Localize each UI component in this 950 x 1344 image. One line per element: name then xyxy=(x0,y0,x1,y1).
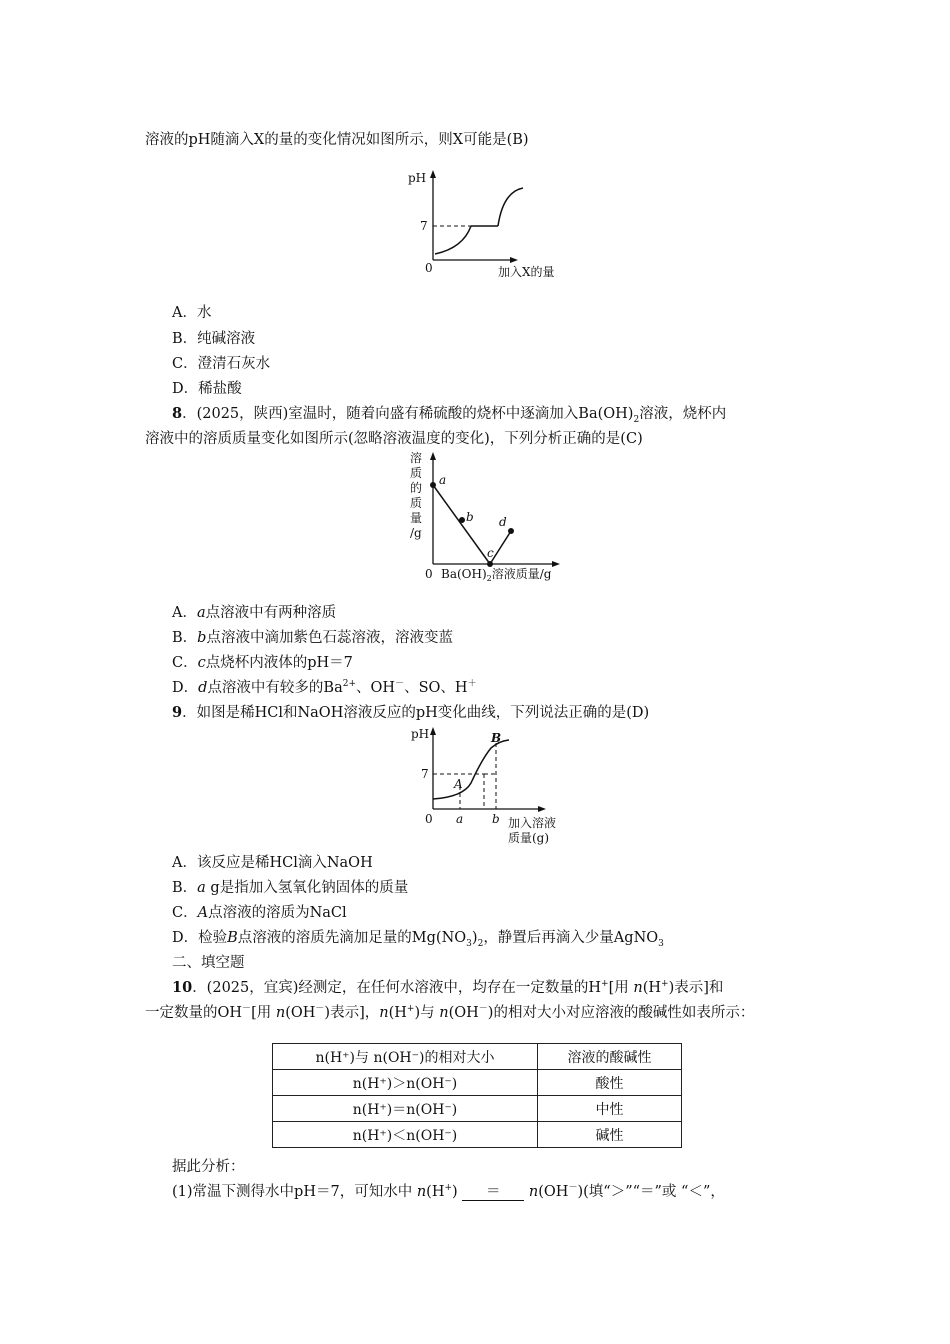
q8-option-a: A．a点溶液中有两种溶质 xyxy=(172,605,337,621)
q8-option-c: C．c点烧杯内液体的pH＝7 xyxy=(172,655,353,671)
q7-y-label: pH xyxy=(408,171,427,185)
q9-option-c: C．A点溶液的溶质为NaCl xyxy=(172,905,347,921)
q8-point-b: b xyxy=(466,510,474,524)
q10-line1: 10．(2025，宜宾)经测定，在任何水溶液中，均存在一定数量的H+[用 n(H+)表示]和 xyxy=(172,979,724,996)
q7-option-a: A．水 xyxy=(172,305,212,321)
table-header-cell: 溶液的酸碱性 xyxy=(538,1044,682,1070)
q7-y-tick-7: 7 xyxy=(420,219,428,233)
q8-stem-line1: 8．(2025，陕西)室温时，随着向盛有稀硫酸的烧杯中逐滴加入$Ba(OH)_2$溶液，烧杯内 xyxy=(172,405,727,425)
q10-analysis: 据此分析： xyxy=(172,1159,245,1175)
q9-x-tick-a: a xyxy=(456,812,464,826)
q8-option-b: B．b点溶液中滴加紫色石蕊溶液，溶液变蓝 xyxy=(172,630,453,646)
q9-y-label: pH xyxy=(411,727,430,741)
q9-ph-curve xyxy=(405,723,585,848)
q8-x-label: $Ba(OH)_2$溶液质量/g xyxy=(441,567,552,583)
table-row xyxy=(273,1122,682,1148)
table-cell: 碱性 xyxy=(538,1122,682,1148)
q7-ph-graph xyxy=(405,168,585,284)
q9-point-b: B xyxy=(491,731,502,745)
table-header-cell: n(H⁺)与 n(OH⁻)的相对大小 xyxy=(273,1044,538,1070)
table-cell: n(H⁺)＜n(OH⁻) xyxy=(273,1122,538,1148)
table-cell: n(H⁺)＞n(OH⁻) xyxy=(273,1070,538,1096)
q9-option-d: D．检验B点溶液的溶质先滴加足量的$Mg(NO_3)_2$，静置后再滴入少量AgNO$_3$ xyxy=(172,930,664,949)
q8-y-label-4: 质 xyxy=(410,496,423,510)
q9-x-label-1: 加入溶液 xyxy=(508,816,557,830)
q9-origin: 0 xyxy=(425,812,433,826)
q9-option-b: B．a g是指加入氢氧化钠固体的质量 xyxy=(172,880,409,896)
section-title: 二、填空题 xyxy=(172,955,245,971)
q9-x-tick-b: b xyxy=(492,812,500,826)
q9-x-label-2: 质量(g) xyxy=(508,831,550,845)
q7-option-d: D．稀盐酸 xyxy=(172,381,242,397)
table-row xyxy=(273,1096,682,1122)
table-cell: 中性 xyxy=(538,1096,682,1122)
q8-y-label-3: 的 xyxy=(410,481,423,495)
q8-y-label-5: 量 xyxy=(410,511,423,525)
q8-stem-line2: 溶液中的溶质质量变化如图所示(忽略溶液温度的变化)，下列分析正确的是(C) xyxy=(145,431,643,447)
answer-blank[interactable]: ＝ xyxy=(462,1184,524,1201)
table-row xyxy=(273,1070,682,1096)
q8-y-label-6: /g xyxy=(410,526,422,540)
table-header-row xyxy=(273,1044,682,1070)
q9-number: 9 xyxy=(172,704,183,721)
q8-point-c: c xyxy=(487,546,494,560)
q9-option-a: A．该反应是稀HCl滴入NaOH xyxy=(172,855,373,871)
q8-y-label-1: 溶 xyxy=(410,451,423,465)
q8-origin: 0 xyxy=(425,567,433,581)
q8-option-d: D．d点溶液中有较多的$Ba^{2+}$、OH－、SO、H＋ xyxy=(172,679,477,696)
q9-stem: 9．如图是稀HCl和NaOH溶液反应的pH变化曲线，下列说法正确的是(D) xyxy=(172,704,650,721)
q10-sub1: (1)常温下测得水中pH＝7，可知水中 n(H+) ＝ n(OH－)(填“＞”“＝”或 “＜”， xyxy=(172,1183,725,1200)
q8-solute-mass-graph xyxy=(405,448,585,584)
q8-point-a: a xyxy=(439,473,447,487)
q7-x-label: 加入X的量 xyxy=(498,265,555,279)
q9-point-a: A xyxy=(454,777,463,791)
q9-y-tick-7: 7 xyxy=(421,767,429,781)
table-cell: n(H⁺)＝n(OH⁻) xyxy=(273,1096,538,1122)
table-cell: 酸性 xyxy=(538,1070,682,1096)
q7-stem: 溶液的pH随滴入X的量的变化情况如图所示，则X可能是(B) xyxy=(145,132,529,148)
q8-number: 8 xyxy=(172,405,183,422)
q8-point-d: d xyxy=(499,515,507,529)
q7-origin: 0 xyxy=(425,261,433,275)
q7-option-c: C．澄清石灰水 xyxy=(172,356,271,372)
q10-number: 10 xyxy=(172,979,193,996)
q10-line2: 一定数量的OH－[用 n(OH－)表示]，n(H+)与 n(OH－)的相对大小对应溶液的酸碱性如表所示： xyxy=(145,1004,755,1021)
q7-option-b: B．纯碱溶液 xyxy=(172,331,256,347)
q8-y-label-2: 质 xyxy=(410,466,423,480)
acidity-table xyxy=(272,1043,682,1148)
